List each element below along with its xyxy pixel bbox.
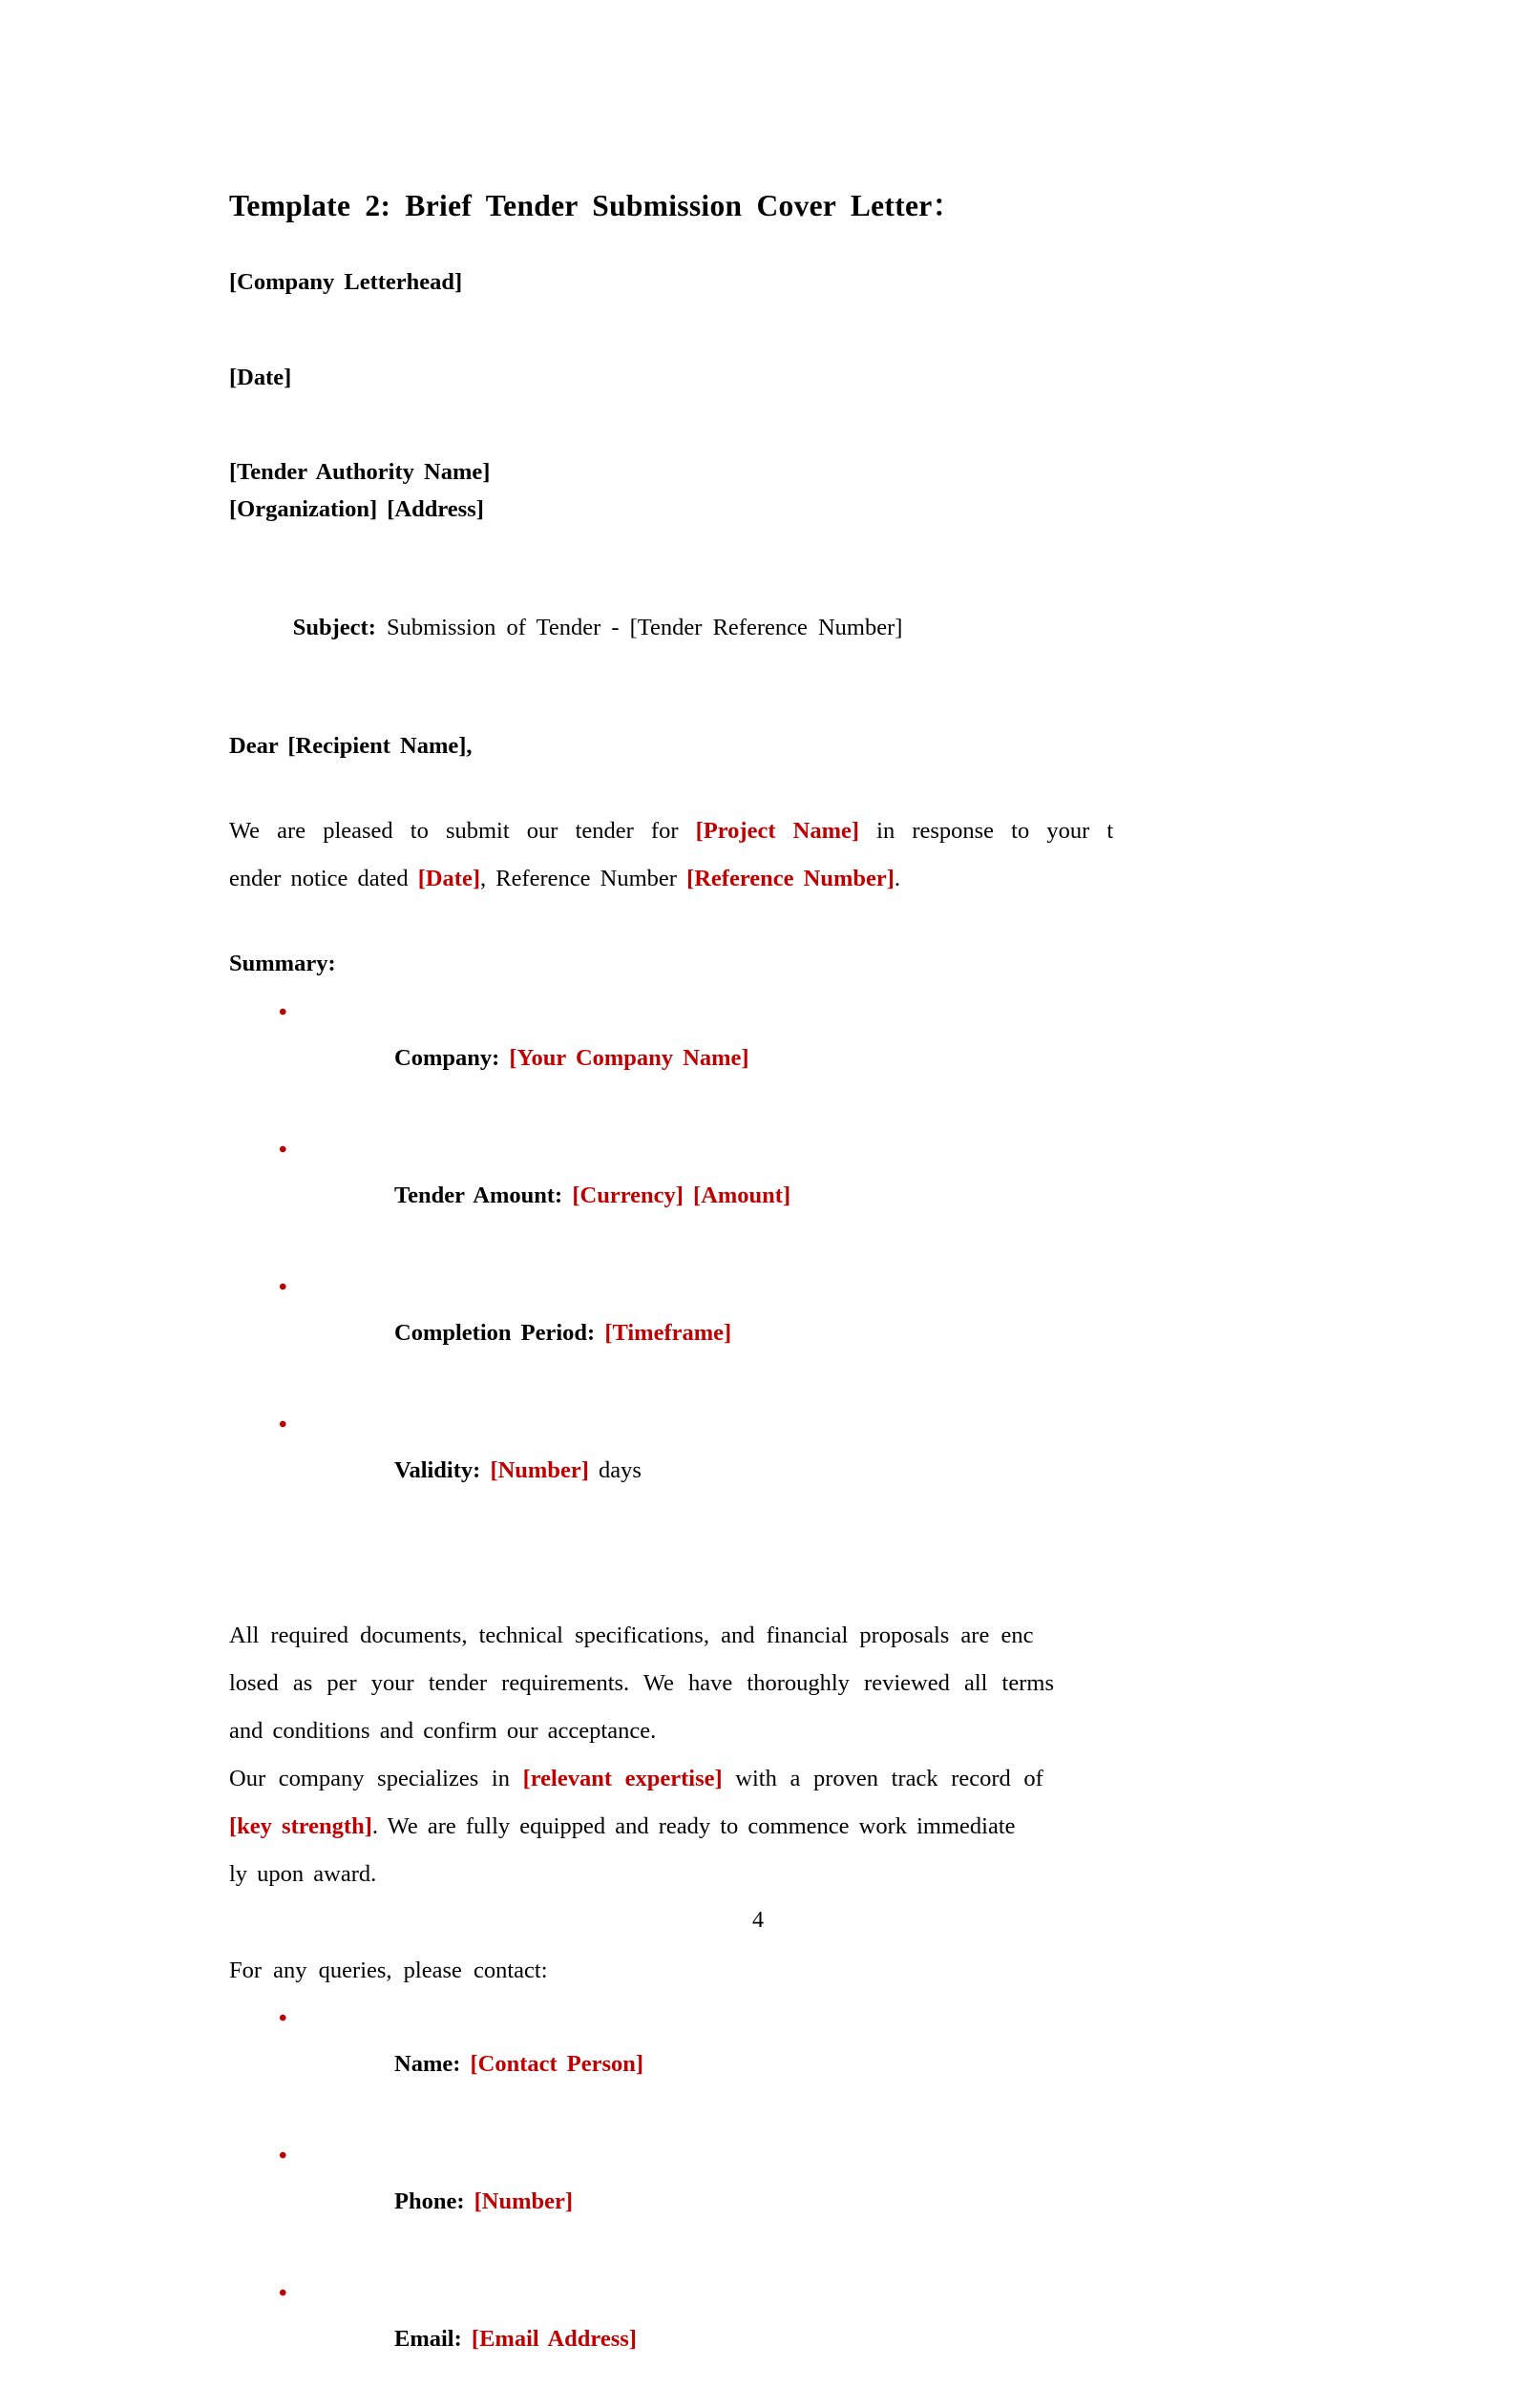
intro-text-b: in response to your t: [859, 818, 1114, 845]
body2-text-c: . We are fully equipped and ready to commence work immediate: [371, 1812, 1016, 1839]
intro-paragraph: [229, 807, 1284, 903]
date-line: [Date]: [229, 364, 292, 390]
placeholder-date: [Date]: [417, 866, 480, 892]
body-paragraph-2: [229, 1755, 1284, 1898]
bullet-icon: •: [279, 998, 287, 1025]
placeholder-key-strength: [key strength]: [229, 1812, 372, 1839]
body2-line-3: ly upon award.: [229, 1860, 377, 1887]
body1-line-3: and conditions and confirm our acceptance.: [229, 1717, 657, 1744]
placeholder-contact-person: [Contact Person]: [470, 2051, 644, 2078]
body2-line-2: [229, 1803, 1284, 1851]
placeholder-phone-number: [Number]: [474, 2188, 574, 2215]
salutation-line: Dear [Recipient Name],: [229, 732, 473, 759]
list-item: [229, 1996, 1284, 2133]
placeholder-currency-amount: [Currency] [Amount]: [572, 1182, 791, 1208]
contact-item-label: Name:: [394, 2051, 471, 2078]
tender-authority-name-line: [Tender Authority Name]: [229, 459, 491, 486]
body1-line-1: All required documents, technical specifications, and financial proposals are enc: [229, 1622, 1034, 1648]
company-letterhead-line: [Company Letterhead]: [229, 269, 463, 296]
page-title: Template 2: Brief Tender Submission Cover Letter：: [229, 189, 963, 222]
list-item: [229, 1265, 1284, 1402]
document-body: [229, 0, 1284, 2408]
list-item: [229, 990, 1284, 1127]
intro-paragraph-line-2: [229, 855, 1284, 903]
bullet-icon: •: [279, 2143, 287, 2169]
summary-item-label: Validity:: [394, 1456, 491, 1483]
contact-intro: For any queries, please contact:: [229, 1957, 548, 1983]
contact-list: [229, 1996, 1284, 2408]
intro-text-c: ender notice dated: [229, 866, 418, 892]
bullet-icon: •: [279, 1273, 287, 1300]
placeholder-number-validity: [Number]: [490, 1456, 589, 1483]
summary-item-label: Company:: [394, 1044, 510, 1071]
intro-text-a: We are pleased to submit our tender for: [229, 818, 696, 845]
contact-item-label: Email:: [394, 2326, 472, 2353]
page-number: 4: [752, 1908, 764, 1933]
intro-paragraph-line-1: [229, 807, 1284, 855]
bullet-icon: •: [279, 1411, 287, 1437]
list-item: [229, 2133, 1284, 2271]
placeholder-relevant-expertise: [relevant expertise]: [522, 1765, 723, 1791]
summary-item-label: Tender Amount:: [394, 1182, 573, 1208]
bullet-icon: •: [279, 2280, 287, 2307]
body2-text-a: Our company specializes in: [229, 1765, 523, 1791]
summary-heading: Summary:: [229, 951, 336, 977]
summary-item-label: Completion Period:: [394, 1319, 605, 1346]
body2-line-1: [229, 1755, 1284, 1803]
summary-item-suffix: days: [588, 1456, 642, 1483]
intro-text-e: .: [894, 866, 901, 892]
placeholder-timeframe: [Timeframe]: [604, 1319, 732, 1346]
body2-text-b: with a proven track record of: [722, 1765, 1043, 1791]
organization-address-line: [Organization] [Address]: [229, 495, 484, 522]
subject-label: Subject:: [292, 614, 376, 640]
summary-list: [229, 990, 1284, 1539]
list-item: [229, 1127, 1284, 1265]
list-item: [229, 2271, 1284, 2408]
placeholder-project-name: [Project Name]: [695, 818, 860, 845]
body1-line-2: losed as per your tender requirements. We have thoroughly reviewed all terms: [229, 1669, 1054, 1696]
placeholder-reference-number: [Reference Number]: [686, 866, 895, 892]
placeholder-your-company-name: [Your Company Name]: [509, 1044, 749, 1071]
subject-line: [229, 593, 1284, 663]
placeholder-email-address: [Email Address]: [471, 2326, 637, 2353]
subject-text: Submission of Tender - [Tender Reference Number]: [375, 614, 903, 640]
bullet-icon: •: [279, 2005, 287, 2032]
body-paragraph-1: [229, 1612, 1284, 1755]
list-item: [229, 1402, 1284, 1539]
contact-item-label: Phone:: [394, 2188, 474, 2215]
bullet-icon: •: [279, 1136, 287, 1162]
intro-text-d: , Reference Number: [480, 866, 687, 892]
